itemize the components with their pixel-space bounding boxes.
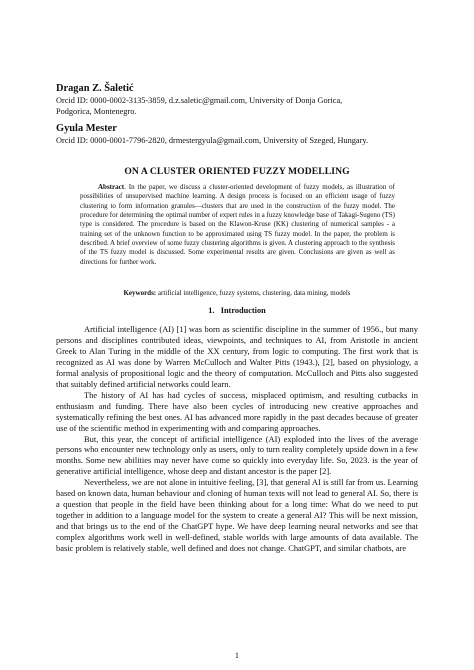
keywords-text: artificial intelligence, fuzzy systems, clustering, data mining, models <box>156 289 351 297</box>
page-number: 1 <box>234 651 240 660</box>
author-block-1 <box>56 82 436 117</box>
section-number: 1. <box>208 306 215 315</box>
paragraph: Artificial intelligence (AI) [1] was born as scientific discipline in the summer of 1956., but many persons and disciplines contributed ideas, viewpoints, and techniques to AI, from Aristotle in ancient Greek to Alan Turing in the middle of the XX century, from logic to computing. The first work that is recognized as AI was done by Warren McCulloch and Walter Pitts (1943.), [2], based on physiology, a formal analysis of propositional logic and the theory of computation. McCulloch and Pitts also suggested that suitably defined artificial networks could learn. <box>56 324 418 389</box>
author-name: Dragan Z. Šaletić <box>56 83 134 94</box>
paragraph: The history of AI has had cycles of success, misplaced optimism, and resulting cutbacks in enthusiasm and funding. There have also been cycles of introducing new creative approaches and systematically refining the best ones. AI has advanced more rapidly in the past decades because of greater use of the scientific method in experimenting with and comparing approaches. <box>56 389 418 433</box>
paragraph: Nevertheless, we are not alone in intuitive feeling, [3], that general AI is still far from us. Learning based on known data, human behaviour and cloning of human texts will not lead to general AI. So, there is a question that people in the field have been thinking about for a long time: What do we need to put together in addition to a language model for the system to create a general AI? This will be next mission, and that brings us to the end of the ChatGPT hype. We have deep learning neural networks and see that complex algorithms work well in well-defined, stable worlds with large amounts of data available. The basic problem is relatively stable, well defined and does not change. ChatGPT, and similar chatbots, are <box>56 477 418 554</box>
abstract <box>80 183 395 267</box>
author-affiliation: Orcid ID: 0000-0002-3135-3859, d.z.saletic@gmail.com, University of Donja Gorica, <box>56 96 343 105</box>
author-block-2 <box>56 122 436 146</box>
paper-title: ON A CLUSTER ORIENTED FUZZY MODELLING <box>124 166 350 177</box>
section-title: Introduction <box>220 306 266 315</box>
paragraph: But, this year, the concept of artificial intelligence (AI) exploded into the lives of the average persons who encounter new technology only as users, only to turn reality completely upside down in a few months. Some new abilities may never have come so quickly into everyday life. So, 2023. is the year of generative artificial intelligence, whose deep and distant ancestor is the paper [2]. <box>56 433 418 477</box>
body-text <box>56 324 418 554</box>
section-heading <box>56 306 418 315</box>
author-affiliation-cont: Podgorica, Montenegro. <box>56 107 137 117</box>
author-affiliation: Orcid ID: 0000-0001-7796-2820, drmestergyula@gmail.com, University of Szeged, Hungary. <box>56 136 369 145</box>
abstract-label: Abstract <box>98 183 125 191</box>
abstract-text: . In the paper, we discuss a cluster-oriented development of fuzzy models, as illustration of possibilities of unsupervised machine learning. A design process is focused on an efficient usage of fuzzy clustering to form information granules—clusters that are used in the construction of the fuzzy model. The procedure for determining the optimal number of expert rules in a fuzzy knowledge base of Takagi-Sugeno (TS) type is considered. The procedure is based on the Klawon-Kruse (KK) clustering of numerical samples - a training set of the unknown function to be approximated using TS fuzzy model. In the paper, the problem is described. A brief overview of some fuzzy clustering algorithms is given. A clustering approach to the synthesis of the TS fuzzy model is discussed. Some experimental results are given. Conclusions are given as well as directions for further work. <box>80 183 395 266</box>
author-name: Gyula Mester <box>56 123 117 134</box>
keywords <box>56 289 418 297</box>
keywords-label: Keywords: <box>123 289 157 297</box>
